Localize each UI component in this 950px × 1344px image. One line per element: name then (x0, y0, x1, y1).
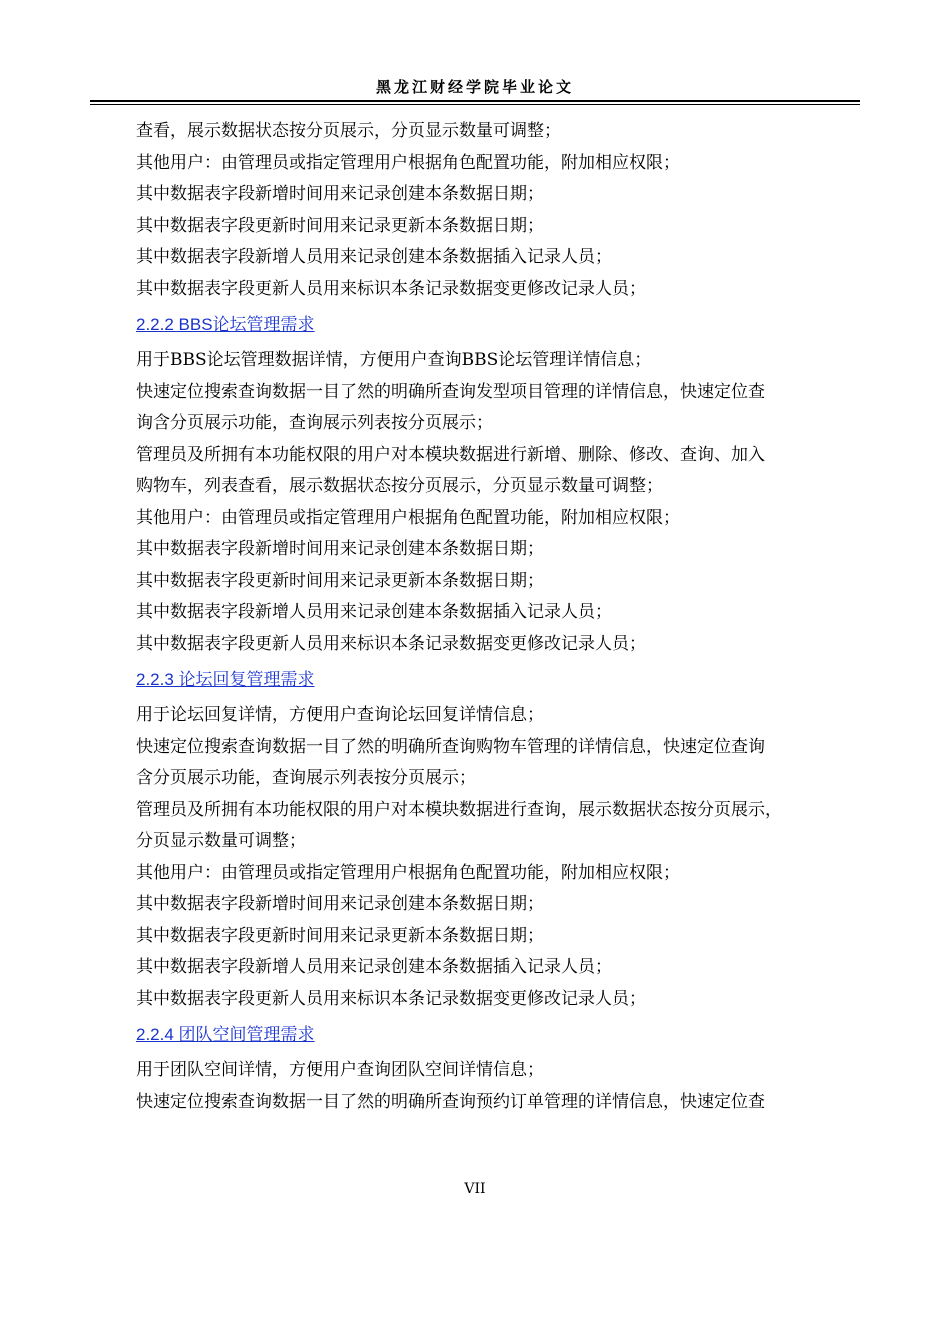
section-2-2-2 (136, 311, 868, 660)
paragraph-line: 用于团队空间详情，方便用户查询团队空间详情信息； (136, 1060, 544, 1080)
paragraph-line: 含分页展示功能，查询展示列表按分页展示； (136, 768, 476, 788)
paragraph-line: 用于论坛回复详情，方便用户查询论坛回复详情信息； (136, 705, 544, 725)
header-rule-thick (90, 100, 860, 102)
paragraph-line: 询含分页展示功能，查询展示列表按分页展示； (136, 413, 493, 433)
paragraph-line: 其中数据表字段新增人员用来记录创建本条数据插入记录人员； (136, 247, 612, 267)
section-heading-link[interactable]: 2.2.2 BBS论坛管理需求 (136, 315, 315, 334)
section-2-2-3 (136, 666, 868, 1015)
paragraph-line: 其中数据表字段更新时间用来记录更新本条数据日期； (136, 925, 544, 946)
paragraph-line: 其他用户：由管理员或指定管理用户根据角色配置功能，附加相应权限； (136, 152, 680, 173)
page-body (136, 116, 868, 1118)
paragraph-line: 快速定位搜索查询数据一目了然的明确所查询购物车管理的详情信息，快速定位查询 (136, 736, 765, 757)
paragraph-line: 其他用户：由管理员或指定管理用户根据角色配置功能，附加相应权限； (136, 507, 680, 528)
paragraph-line: 其中数据表字段新增人员用来记录创建本条数据插入记录人员； (136, 602, 612, 622)
paragraph-line: 其中数据表字段新增时间用来记录创建本条数据日期； (136, 184, 544, 204)
section-heading-link[interactable]: 2.2.3 论坛回复管理需求 (136, 670, 315, 689)
header-title: 黑龙江财经学院毕业论文 (375, 78, 574, 96)
paragraph-line: 其中数据表字段更新时间用来记录更新本条数据日期； (136, 215, 544, 236)
header-rule-thin (90, 104, 860, 105)
section-2-2-4 (136, 1021, 868, 1118)
paragraph-line: 分页显示数量可调整； (136, 831, 306, 851)
paragraph-line: 用于BBS论坛管理数据详情，方便用户查询BBS论坛管理详情信息； (136, 350, 652, 370)
intro-block (136, 116, 868, 305)
paragraph-line: 其中数据表字段新增人员用来记录创建本条数据插入记录人员； (136, 957, 612, 977)
section-heading-link[interactable]: 2.2.4 团队空间管理需求 (136, 1025, 315, 1044)
paragraph-line: 其中数据表字段更新人员用来标识本条记录数据变更修改记录人员； (136, 988, 646, 1009)
paragraph-line: 其他用户：由管理员或指定管理用户根据角色配置功能，附加相应权限； (136, 862, 680, 883)
paragraph-line: 管理员及所拥有本功能权限的用户对本模块数据进行新增、删除、修改、查询、加入 (136, 444, 765, 465)
paragraph-line: 快速定位搜索查询数据一目了然的明确所查询预约订单管理的详情信息，快速定位查 (136, 1091, 765, 1112)
paragraph-line: 其中数据表字段新增时间用来记录创建本条数据日期； (136, 539, 544, 559)
paragraph-line: 查看，展示数据状态按分页展示，分页显示数量可调整； (136, 121, 561, 141)
paragraph-line: 其中数据表字段新增时间用来记录创建本条数据日期； (136, 894, 544, 914)
paragraph-line: 购物车，列表查看，展示数据状态按分页展示，分页显示数量可调整； (136, 476, 663, 496)
paragraph-line: 其中数据表字段更新人员用来标识本条记录数据变更修改记录人员； (136, 278, 646, 299)
paragraph-line: 其中数据表字段更新时间用来记录更新本条数据日期； (136, 570, 544, 591)
paragraph-line: 管理员及所拥有本功能权限的用户对本模块数据进行查询，展示数据状态按分页展示， (136, 799, 782, 820)
paragraph-line: 快速定位搜索查询数据一目了然的明确所查询发型项目管理的详情信息，快速定位查 (136, 381, 765, 402)
page-number: VII (464, 1181, 486, 1197)
paragraph-line: 其中数据表字段更新人员用来标识本条记录数据变更修改记录人员； (136, 633, 646, 654)
